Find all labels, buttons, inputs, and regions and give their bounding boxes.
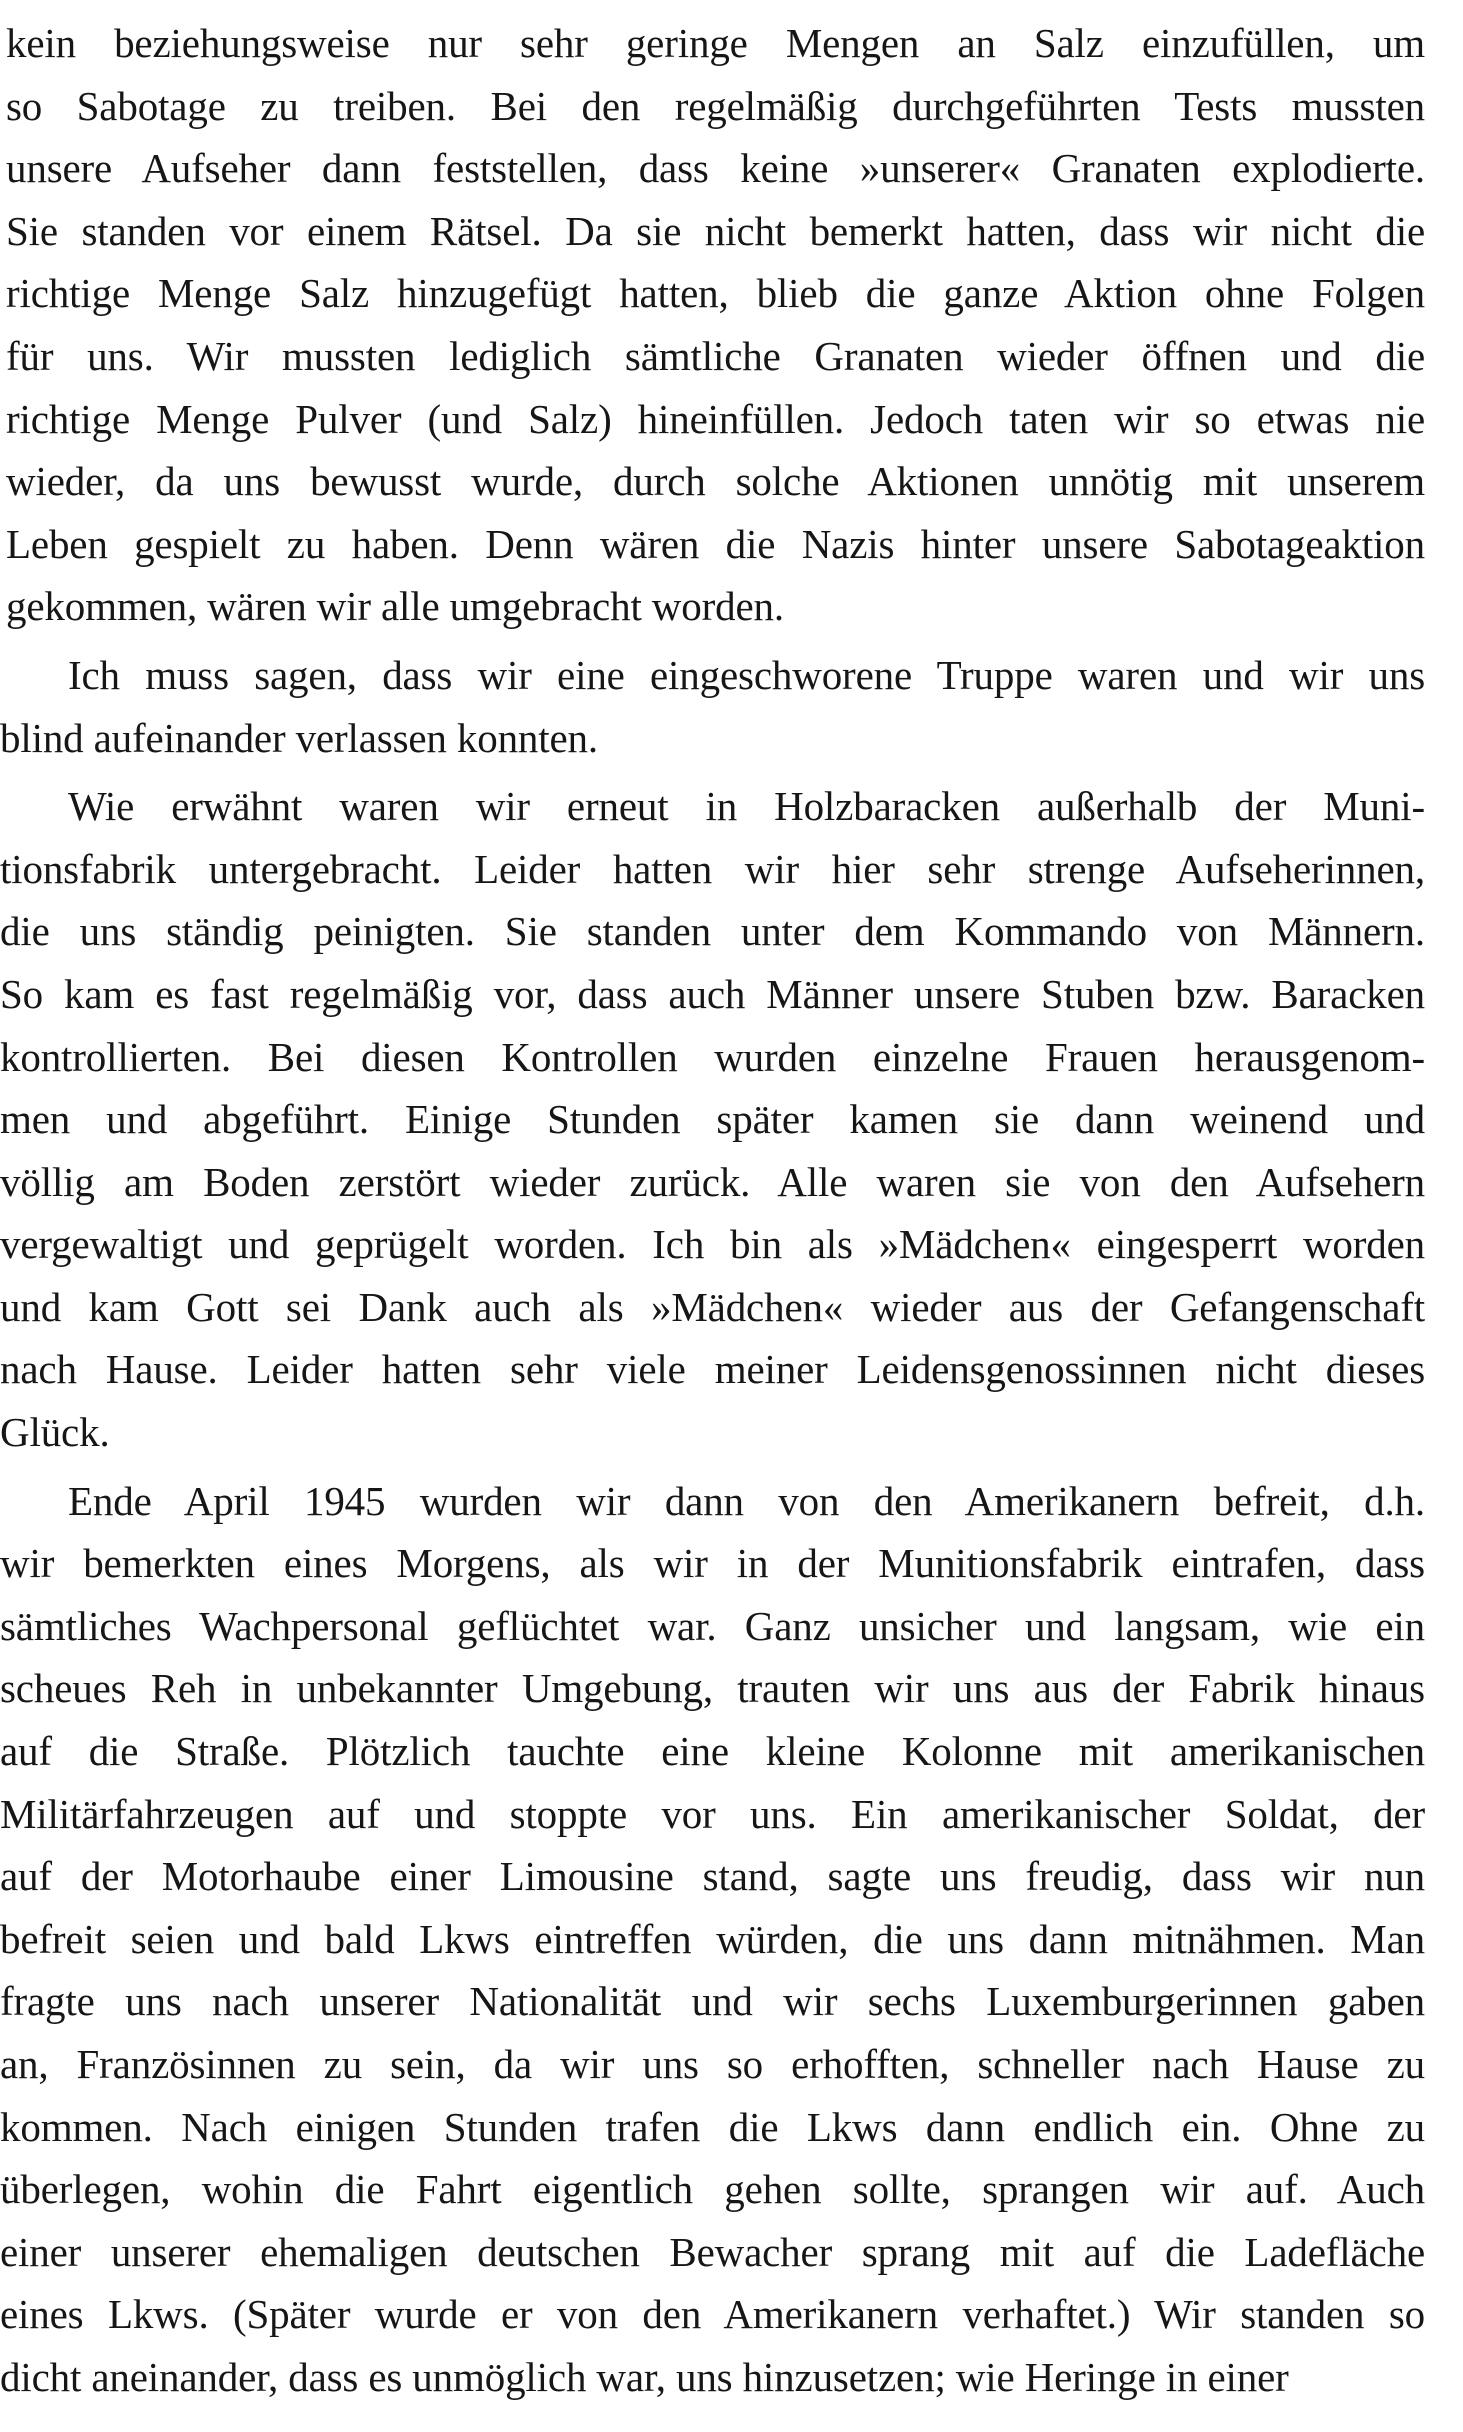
paragraph bbox=[0, 775, 1425, 1464]
text-line: So kam es fast regelmäßig vor, dass auch Männer unsere Stuben bzw. Baracken bbox=[0, 970, 1425, 1017]
text-line: befreit seien und bald Lkws eintreffen würden, die uns dann mitnähmen. Man bbox=[0, 1915, 1425, 1962]
text-line: scheues Reh in unbekannter Umgebung, trauten wir uns aus der Fabrik hinaus bbox=[0, 1665, 1425, 1712]
text-line: tionsfabrik untergebracht. Leider hatten wir hier sehr strenge Aufseherinnen, bbox=[0, 845, 1425, 892]
text-line: Militärfahrzeugen auf und stoppte vor uns. Ein amerikanischer Soldat, der bbox=[0, 1790, 1425, 1837]
text-line: vergewaltigt und geprügelt worden. Ich bin als »Mädchen« eingesperrt worden bbox=[0, 1221, 1425, 1268]
text-line: kontrollierten. Bei diesen Kontrollen wurden einzelne Frauen herausgenom- bbox=[0, 1033, 1425, 1080]
text-line: die uns ständig peinigten. Sie standen unter dem Kommando von Männern. bbox=[0, 908, 1425, 955]
text-line: unsere Aufseher dann feststellen, dass keine »unserer« Granaten explodierte. bbox=[6, 145, 1425, 192]
text-line: Leben gespielt zu haben. Denn wären die Nazis hinter unsere Sabotageaktion bbox=[6, 520, 1425, 567]
text-line: völlig am Boden zerstört wieder zurück. Alle waren sie von den Aufsehern bbox=[0, 1158, 1425, 1205]
text-line: fragte uns nach unserer Nationalität und wir sechs Luxemburgerinnen gaben bbox=[0, 1978, 1425, 2025]
text-line: Sie standen vor einem Rätsel. Da sie nicht bemerkt hatten, dass wir nicht die bbox=[6, 207, 1425, 254]
paragraph bbox=[0, 1470, 1425, 2409]
text-line: einer unserer ehemaligen deutschen Bewacher sprang mit auf die Ladefläche bbox=[0, 2228, 1425, 2275]
text-line: Wie erwähnt waren wir erneut in Holzbaracken außerhalb der Muni- bbox=[68, 783, 1425, 830]
text-line: Glück. bbox=[0, 1409, 110, 1456]
text-line: für uns. Wir mussten lediglich sämtliche Granaten wieder öffnen und die bbox=[6, 332, 1425, 379]
text-line: dicht aneinander, dass es unmöglich war, uns hinzusetzen; wie Heringe in einer bbox=[0, 2353, 1289, 2400]
text-line: wieder, da uns bewusst wurde, durch solche Aktionen unnötig mit unserem bbox=[6, 458, 1425, 505]
text-line: auf die Straße. Plötzlich tauchte eine kleine Kolonne mit amerikanischen bbox=[0, 1728, 1425, 1775]
text-line: eines Lkws. (Später wurde er von den Amerikanern verhaftet.) Wir standen so bbox=[0, 2291, 1425, 2338]
text-line: wir bemerkten eines Morgens, als wir in der Munitionsfabrik eintrafen, dass bbox=[0, 1540, 1425, 1587]
text-line: men und abgeführt. Einige Stunden später kamen sie dann weinend und bbox=[0, 1096, 1425, 1143]
text-line: überlegen, wohin die Fahrt eigentlich gehen sollte, sprangen wir auf. Auch bbox=[0, 2166, 1425, 2213]
paragraph bbox=[0, 12, 1425, 638]
text-line: und kam Gott sei Dank auch als »Mädchen« wieder aus der Gefangenschaft bbox=[0, 1283, 1425, 1330]
text-line: gekommen, wären wir alle umgebracht worden. bbox=[6, 583, 784, 630]
text-line: an, Französinnen zu sein, da wir uns so erhofften, schneller nach Hause zu bbox=[0, 2041, 1425, 2087]
text-line: richtige Menge Pulver (und Salz) hineinfüllen. Jedoch taten wir so etwas nie bbox=[6, 395, 1425, 442]
text-line: auf der Motorhaube einer Limousine stand, sagte uns freudig, dass wir nun bbox=[0, 1853, 1425, 1900]
text-line: kein beziehungsweise nur sehr geringe Mengen an Salz einzufüllen, um bbox=[6, 20, 1425, 66]
paragraph bbox=[0, 644, 1425, 769]
text-line: nach Hause. Leider hatten sehr viele meiner Leidensgenossinnen nicht dieses bbox=[0, 1346, 1425, 1393]
text-line: so Sabotage zu treiben. Bei den regelmäßig durchgeführten Tests mussten bbox=[6, 82, 1425, 129]
body-text bbox=[0, 12, 1425, 2409]
text-line: Ende April 1945 wurden wir dann von den Amerikanern befreit, d.h. bbox=[68, 1477, 1425, 1524]
text-line: richtige Menge Salz hinzugefügt hatten, blieb die ganze Aktion ohne Folgen bbox=[6, 270, 1425, 317]
text-line: sämtliches Wachpersonal geflüchtet war. Ganz unsicher und langsam, wie ein bbox=[0, 1602, 1425, 1649]
text-line: Ich muss sagen, dass wir eine eingeschworene Truppe waren und wir uns bbox=[68, 651, 1425, 698]
text-line: blind aufeinander verlassen konnten. bbox=[0, 714, 599, 761]
text-line: kommen. Nach einigen Stunden trafen die Lkws dann endlich ein. Ohne zu bbox=[0, 2103, 1425, 2150]
